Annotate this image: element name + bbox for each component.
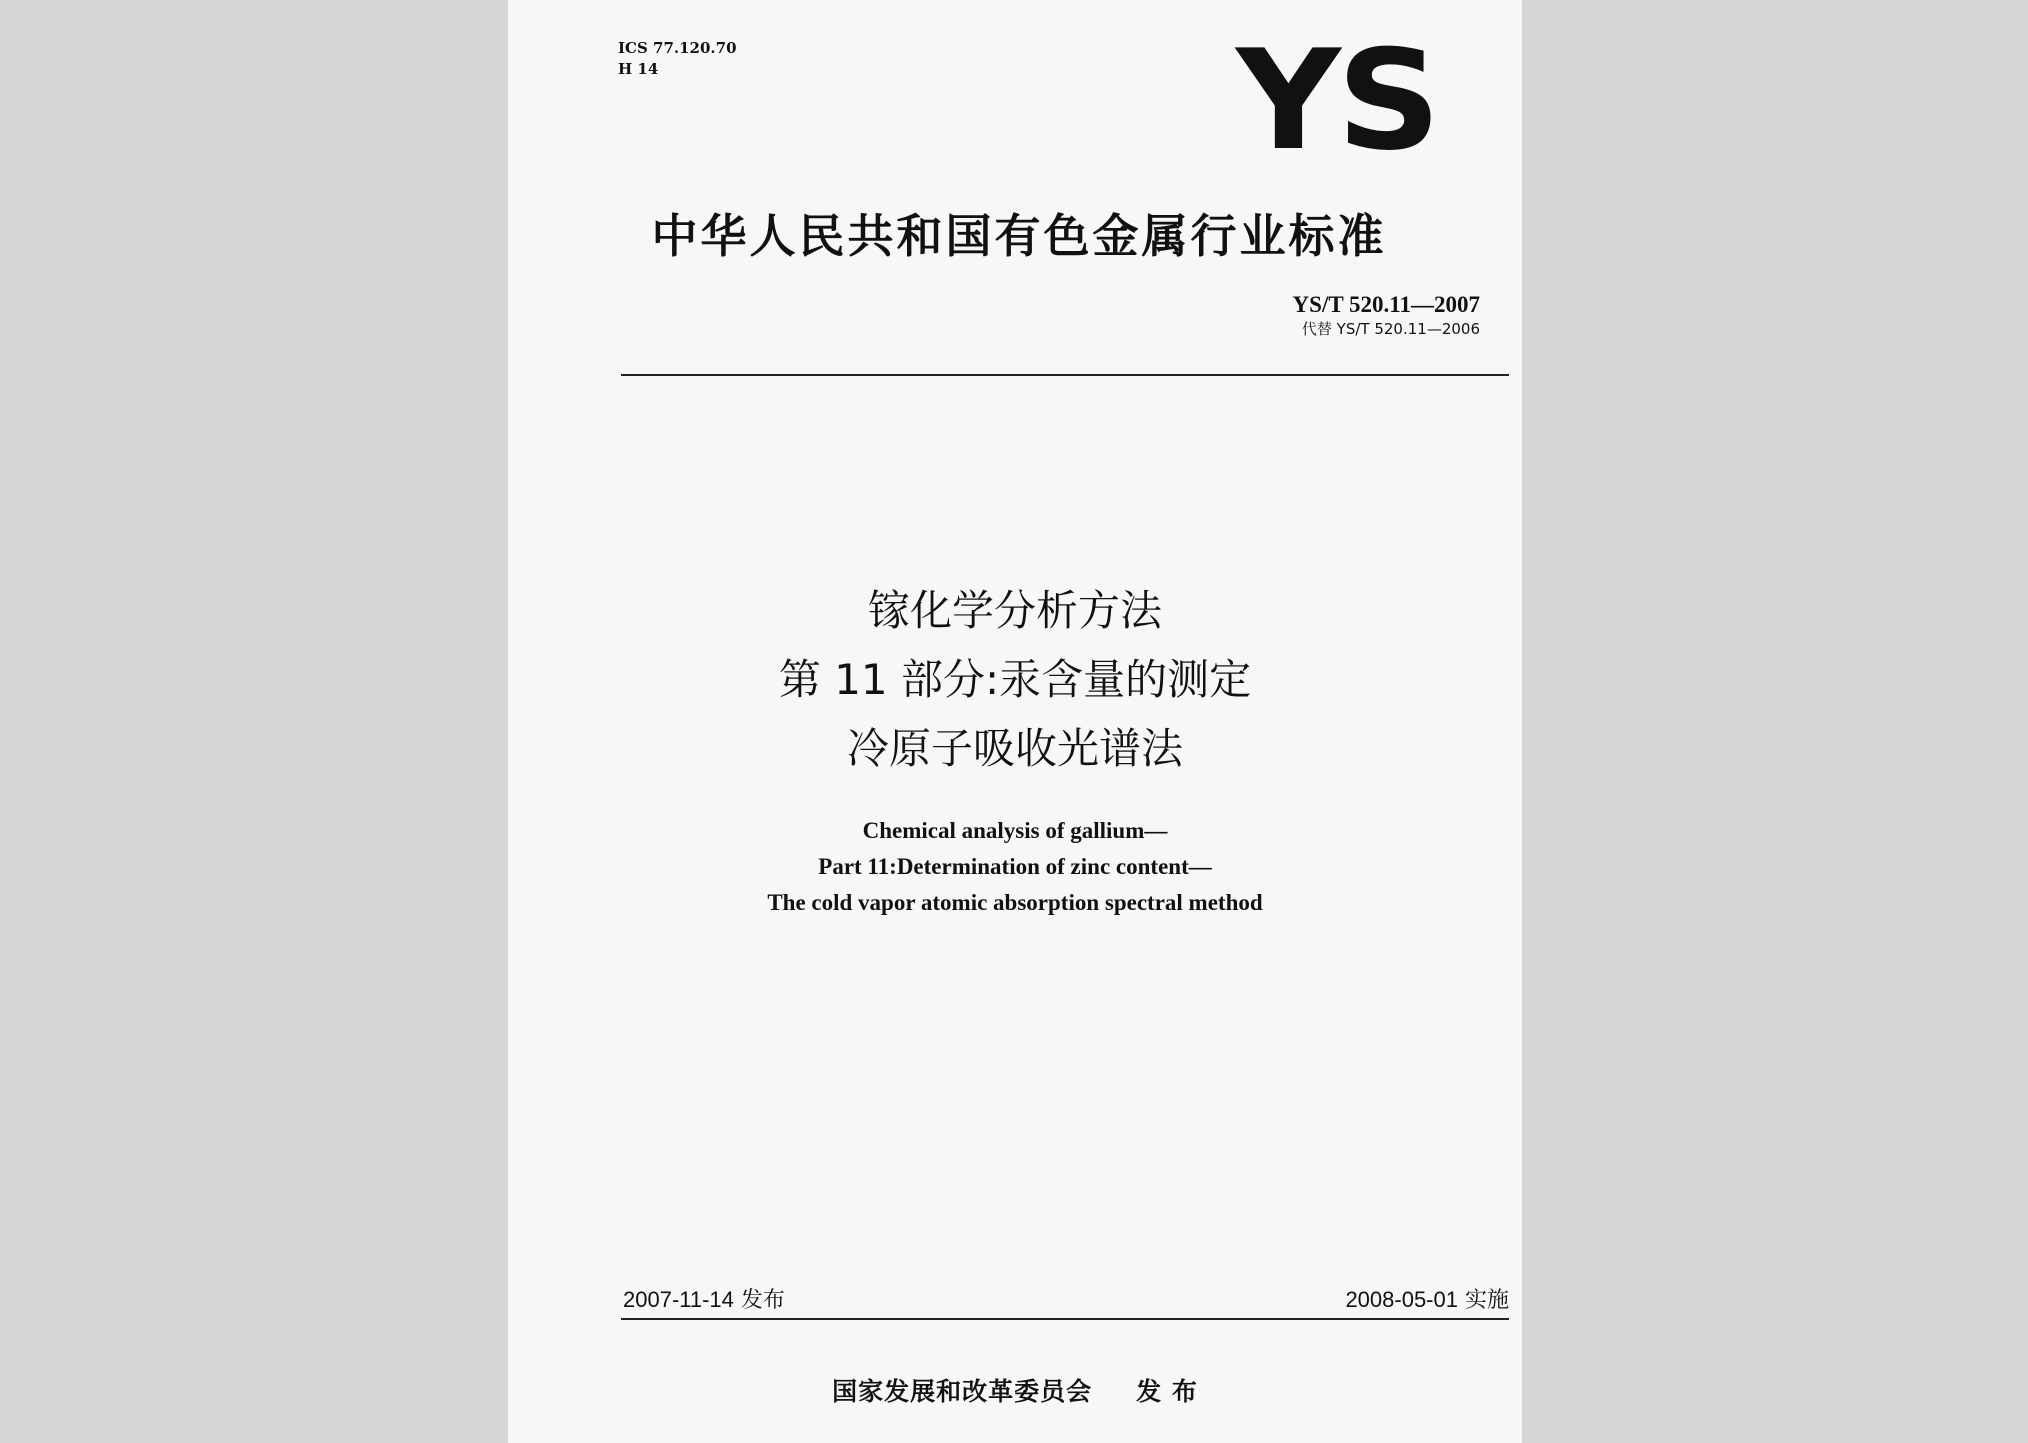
issue-date: 2007-11-14 发布 bbox=[623, 1287, 785, 1313]
ics-code: ICS 77.120.70 bbox=[618, 39, 737, 57]
english-title-line-2: Part 11:Determination of zinc content— bbox=[818, 854, 1212, 879]
standard-code-block bbox=[1293, 290, 1480, 339]
date-row bbox=[623, 1283, 1509, 1314]
ys-logo: YS bbox=[1236, 20, 1437, 181]
publisher-name: 国家发展和改革委员会 bbox=[832, 1377, 1093, 1406]
chinese-title bbox=[508, 576, 1522, 783]
document-cover bbox=[508, 0, 1522, 1443]
issuing-standard-title: 中华人民共和国有色金属行业标准 bbox=[651, 209, 1387, 263]
english-title-line-3: The cold vapor atomic absorption spectral method bbox=[767, 890, 1263, 915]
chinese-title-line-2: 第 11 部分:汞含量的测定 bbox=[778, 655, 1252, 704]
implement-label: 实施 bbox=[1464, 1288, 1509, 1313]
ccs-code: H 14 bbox=[618, 60, 659, 78]
publisher-action: 发 布 bbox=[1136, 1377, 1198, 1406]
chinese-title-line-3: 冷原子吸收光谱法 bbox=[846, 724, 1183, 773]
chinese-title-line-1: 镓化学分析方法 bbox=[867, 586, 1162, 635]
publisher-line bbox=[508, 1372, 1522, 1408]
top-divider bbox=[621, 374, 1509, 376]
replaces-code: 代替 YS/T 520.11—2006 bbox=[1301, 320, 1480, 338]
classification-codes bbox=[618, 38, 737, 80]
standard-code: YS/T 520.11—2007 bbox=[1292, 292, 1480, 317]
english-title-line-1: Chemical analysis of gallium— bbox=[862, 818, 1168, 843]
implement-date: 2008-05-01 实施 bbox=[1345, 1287, 1509, 1313]
english-title bbox=[508, 813, 1522, 921]
issue-label: 发布 bbox=[740, 1288, 785, 1313]
bottom-divider bbox=[621, 1318, 1509, 1320]
